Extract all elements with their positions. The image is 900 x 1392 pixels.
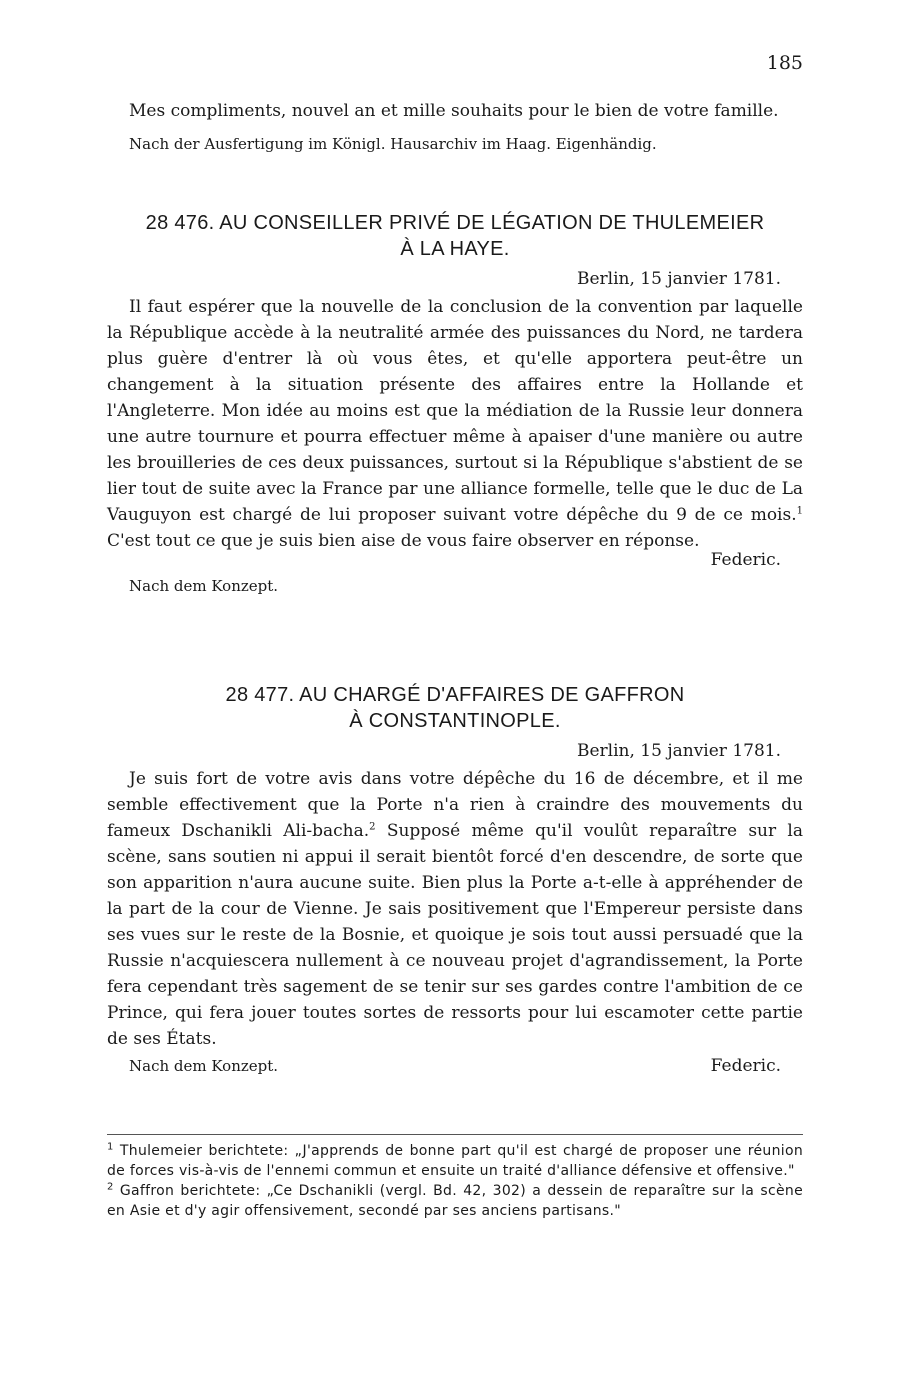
letter-28476	[107, 210, 803, 596]
letter1-heading-line1: 28 476. AU CONSEILLER PRIVÉ DE LÉGATION DE THULEMEIER	[145, 212, 765, 234]
letter2-date: Berlin, 15 janvier 1781.	[577, 741, 781, 761]
letter2-source: Nach dem Konzept.	[129, 1057, 279, 1075]
letter2-signature: Federic.	[710, 1056, 781, 1076]
footnote-1-text: Thulemeier berichtete: „J'apprends de bonne part qu'il est chargé de proposer une réunion de forces vis-à-vis de l'ennemi commun et ensuite un traité d'alliance défensive et offensive."	[107, 1143, 803, 1179]
letter1-date: Berlin, 15 janvier 1781.	[577, 269, 781, 289]
letter2-body-end: Supposé même qu'il voulût reparaître sur la scène, sans soutien ni appui il serait bientôt forcé d'en descendre, de sorte que son apparition n'aura aucune suite. Bien plus la Porte a-t-elle à appréhender de la part de la cour de Vienne. Je sais positivement que l'Empereur persiste dans ses vues sur le reste de la Bosnie, et quoique je sois tout aussi persuadé que la Russie n'acquiescera nullement à ce nouveau projet d'agrandissement, la Porte fera cependant très sagement de se tenir sur ses gardes contre l'ambition de ce Prince, qui fera jouer toutes sortes de ressorts pour lui escamoter cette partie de ses États.	[107, 821, 803, 1049]
footnote-ref-2: 2	[369, 821, 376, 833]
letter2-heading-line2: À CONSTANTINOPLE.	[349, 710, 561, 732]
intro-block	[107, 98, 803, 154]
intro-source: Nach der Ausfertigung im Königl. Hausarchiv im Haag. Eigenhändig.	[129, 135, 657, 153]
page-number: 185	[766, 52, 803, 74]
footnote-rule	[107, 1134, 803, 1135]
footnote-1	[107, 1141, 803, 1181]
letter1-body	[107, 294, 803, 554]
letter1-source: Nach dem Konzept.	[129, 577, 279, 595]
letter1-signature: Federic.	[710, 550, 781, 570]
intro-text: Mes compliments, nouvel an et mille souhaits pour le bien de votre famille.	[129, 101, 779, 121]
letter1-heading-line2: À LA HAYE.	[400, 238, 510, 260]
letter2-heading-line1: 28 477. AU CHARGÉ D'AFFAIRES DE GAFFRON	[225, 684, 685, 706]
footnote-2-text: Gaffron berichtete: „Ce Dschanikli (vergl. Bd. 42, 302) a dessein de reparaître sur la scène en Asie et d'y agir offensivement, secondé par ses anciens partisans."	[107, 1183, 803, 1219]
letter2-body-text: Je suis fort de votre avis dans votre dépêche du 16 de décembre, et il me semble effectivement que la Porte n'a rien à craindre des mouvements du fameux Dschanikli Ali-bacha.	[107, 769, 803, 841]
footnotes	[107, 1134, 803, 1221]
footnote-2	[107, 1181, 803, 1221]
letter2-body	[107, 766, 803, 1052]
footnote-ref-1: 1	[796, 505, 803, 517]
footnote-mark-1: 1	[107, 1141, 114, 1153]
letter1-body-end: C'est tout ce que je suis bien aise de vous faire observer en réponse.	[107, 531, 700, 551]
footnote-mark-2: 2	[107, 1181, 114, 1193]
letter2-closing	[107, 1056, 803, 1076]
letter1-body-text: Il faut espérer que la nouvelle de la conclusion de la convention par laquelle la République accède à la neutralité armée des puissances du Nord, ne tardera plus guère d'entrer là où vous êtes, et qu'elle apportera peut-être un changement à la situation présente des affaires entre la Hollande et l'Angleterre. Mon idée au moins est que la médiation de la Russie leur donnera une autre tournure et pourra effectuer même à apaiser d'une manière ou autre les brouilleries de ces deux puissances, surtout si la République s'abstient de se lier tout de suite avec la France par une alliance formelle, telle que le duc de La Vauguyon est chargé de lui proposer suivant votre dépêche du 9 de ce mois.	[107, 297, 803, 525]
letter-28477	[107, 682, 803, 1076]
